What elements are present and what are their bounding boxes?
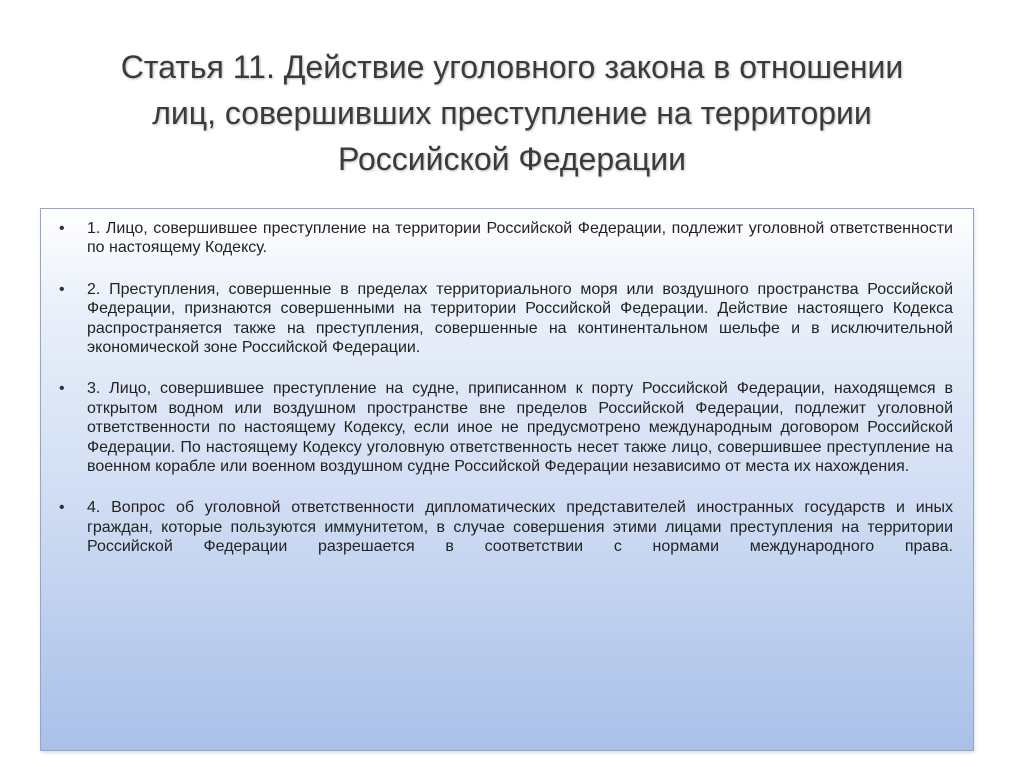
article-bullet-text-1: 1. Лицо, совершившее преступление на территории Российской Федерации, подлежит уголовной ответственности по настоящему Кодексу. [87, 220, 953, 257]
slide-title [40, 44, 984, 182]
slide-title-line-1: Статья 11. Действие уголовного закона в отношении [120, 49, 904, 85]
article-bullet-item-3 [53, 379, 963, 476]
content-box [40, 208, 974, 751]
article-bullet-item-4 [53, 498, 963, 556]
article-bullet-text-2: 2. Преступления, совершенные в пределах территориального моря или воздушного пространства Российской Федерации, признаются совершенными на территории Российской Федерации. Действие настоящего Кодекса распространяется также на преступления, совершенные на континентальном шельфе и в исключительной экономической зоне Российской Федерации. [87, 280, 953, 357]
bullet-icon: • [59, 380, 65, 398]
article-bullet-list [53, 219, 963, 557]
bullet-icon: • [59, 499, 65, 517]
bullet-icon: • [59, 220, 65, 237]
article-bullet-text-3: 3. Лицо, совершившее преступление на судне, приписанном к порту Российской Федерации, находящемся в открытом водном или воздушном пространстве вне пределов Российской Федерации, подлежит уголовной ответственности по настоящему Кодексу, если иное не предусмотрено международным договором Российской Федерации. По настоящему Кодексу уголовную ответственность несет также лицо, совершившее преступление на военном корабле или военном воздушном судне Российской Федерации независимо от места их нахождения. [87, 380, 953, 476]
slide-title-line-3: Российской Федерации [338, 141, 686, 177]
bullet-icon: • [59, 280, 65, 298]
article-bullet-item-1 [53, 219, 963, 258]
article-bullet-text-4: 4. Вопрос об уголовной ответственности дипломатических представителей иностранных государств и иных граждан, которые пользуются иммунитетом, в случае совершения этими лицами преступления на территории Российской Федерации разрешается в соответствии с нормами международного права. [87, 499, 953, 556]
slide-title-line-2: лиц, совершивших преступление на территории [152, 95, 872, 131]
article-bullet-item-2 [53, 280, 963, 358]
